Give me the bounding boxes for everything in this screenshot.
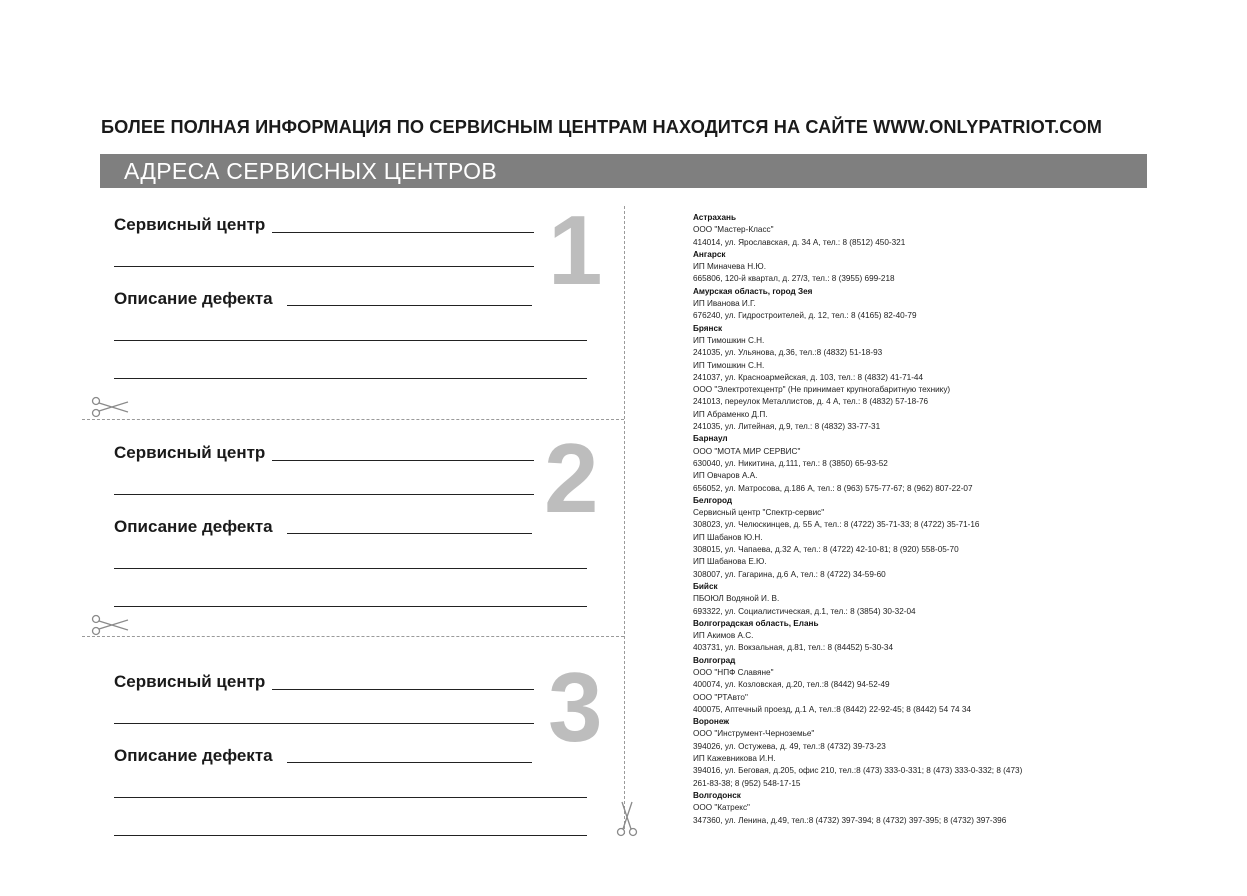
warranty-coupon-3 <box>114 652 603 863</box>
defect-input-line-3[interactable] <box>114 378 587 379</box>
service-center-label: Сервисный центр <box>114 443 266 462</box>
page-headline: БОЛЕЕ ПОЛНАЯ ИНФОРМАЦИЯ ПО СЕРВИСНЫМ ЦЕНТРАМ НАХОДИТСЯ НА САЙТЕ WWW.ONLYPATRIOT.COM <box>101 117 1103 137</box>
city-heading: Бийск <box>693 581 718 591</box>
address-line: ООО "Катрекс" <box>693 803 750 813</box>
address-line: 400074, ул. Козловская, д.20, тел.:8 (8442) 94-52-49 <box>693 680 890 690</box>
address-line: 676240, ул. Гидростроителей, д. 12, тел.: 8 (4165) 82-40-79 <box>693 311 917 321</box>
address-line: 656052, ул. Матросова, д.186 А, тел.: 8 (963) 575-77-67; 8 (962) 807-22-07 <box>693 483 973 493</box>
defect-input-line-2[interactable] <box>114 568 587 569</box>
city-heading: Волгодонск <box>693 790 741 800</box>
address-line: 308015, ул. Чапаева, д.32 А, тел.: 8 (4722) 42-10-81; 8 (920) 558-05-70 <box>693 545 959 555</box>
horizontal-cut-line <box>82 636 624 637</box>
defect-description-label: Описание дефекта <box>114 746 273 765</box>
city-heading: Амурская область, город Зея <box>693 286 813 296</box>
service-center-input-line[interactable] <box>272 232 534 233</box>
address-line: ООО "Инструмент-Черноземье" <box>693 729 815 739</box>
address-line: ООО "Мастер-Класс" <box>693 225 774 235</box>
service-center-input-line-2[interactable] <box>114 266 534 267</box>
service-center-input-line[interactable] <box>272 689 534 690</box>
service-center-input-line-2[interactable] <box>114 494 534 495</box>
address-line: ИП Тимошкин С.Н. <box>693 335 765 345</box>
warranty-coupon-2 <box>114 423 599 634</box>
service-center-address-list <box>693 212 1073 827</box>
vertical-cut-line <box>624 206 625 834</box>
warranty-coupon-1 <box>114 195 603 406</box>
address-line: 347360, ул. Ленина, д.49, тел.:8 (4732) 397-394; 8 (4732) 397-395; 8 (4732) 397-396 <box>693 815 1007 825</box>
city-heading: Барнаул <box>693 434 728 444</box>
address-line: 308007, ул. Гагарина, д.6 А, тел.: 8 (4722) 34-59-60 <box>693 569 886 579</box>
city-heading: Астрахань <box>693 213 737 222</box>
banner-title: АДРЕСА СЕРВИСНЫХ ЦЕНТРОВ <box>124 158 497 184</box>
service-center-input-line[interactable] <box>272 460 534 461</box>
address-line: ИП Кажевникова И.Н. <box>693 754 776 764</box>
address-line: ИП Шабанов Ю.Н. <box>693 532 763 542</box>
address-line: 241035, ул. Ульянова, д.36, тел.:8 (4832) 51-18-93 <box>693 348 883 358</box>
address-line: 241037, ул. Красноармейская, д. 103, тел.: 8 (4832) 41-71-44 <box>693 372 924 382</box>
address-line: ИП Шабанова Е.Ю. <box>693 557 767 567</box>
address-line: 400075, Аптечный проезд, д.1 А, тел.:8 (8442) 22-92-45; 8 (8442) 54 74 34 <box>693 704 971 714</box>
city-heading: Воронеж <box>693 717 730 727</box>
city-heading: Брянск <box>693 323 723 333</box>
address-line: ООО "МОТА МИР СЕРВИС" <box>693 446 801 456</box>
address-line: 630040, ул. Никитина, д.111, тел.: 8 (3850) 65-93-52 <box>693 458 888 468</box>
address-line: 241035, ул. Литейная, д.9, тел.: 8 (4832) 33-77-31 <box>693 422 881 432</box>
service-center-input-line-2[interactable] <box>114 723 534 724</box>
address-line: ИП Иванова И.Г. <box>693 299 756 309</box>
defect-input-line[interactable] <box>287 305 532 306</box>
service-center-label: Сервисный центр <box>114 672 266 691</box>
coupon-number: 2 <box>544 423 599 533</box>
defect-input-line-3[interactable] <box>114 835 587 836</box>
address-line: ООО "РТАвто" <box>693 692 748 702</box>
address-line: ООО "Электротехцентр" (Не принимает крупногабаритную технику) <box>693 385 951 395</box>
address-line: ПБОЮЛ Водяной И. В. <box>693 594 780 604</box>
horizontal-cut-line <box>82 419 624 420</box>
address-line: 394016, ул. Беговая, д.205, офис 210, тел.:8 (473) 333-0-331; 8 (473) 333-0-332; 8 (473) <box>693 766 1023 776</box>
scissors-icon <box>616 800 638 838</box>
defect-description-label: Описание дефекта <box>114 289 273 308</box>
address-line: ООО "НПФ Славяне" <box>693 667 774 677</box>
coupon-number: 1 <box>548 195 603 305</box>
address-line: ИП Абраменко Д.П. <box>693 409 768 419</box>
defect-input-line-2[interactable] <box>114 340 587 341</box>
address-line: Сервисный центр "Спектр-сервис" <box>693 508 825 518</box>
city-heading: Волгоград <box>693 655 736 665</box>
address-line: ИП Акимов А.С. <box>693 631 754 641</box>
defect-input-line[interactable] <box>287 533 532 534</box>
section-banner <box>100 154 1147 188</box>
defect-input-line-2[interactable] <box>114 797 587 798</box>
city-heading: Волгоградская область, Елань <box>693 618 819 628</box>
coupon-number: 3 <box>548 652 603 762</box>
address-line: 693322, ул. Социалистическая, д.1, тел.: 8 (3854) 30-32-04 <box>693 606 916 616</box>
service-center-label: Сервисный центр <box>114 215 266 234</box>
defect-description-label: Описание дефекта <box>114 517 273 536</box>
address-line: 394026, ул. Остужева, д. 49, тел.:8 (4732) 39-73-23 <box>693 741 886 751</box>
address-line: 414014, ул. Ярославская, д. 34 А, тел.: 8 (8512) 450-321 <box>693 237 906 247</box>
city-heading: Ангарск <box>693 249 726 259</box>
address-line: 261-83-38; 8 (952) 548-17-15 <box>693 778 801 788</box>
address-line: ИП Миначева Н.Ю. <box>693 262 766 272</box>
defect-input-line-3[interactable] <box>114 606 587 607</box>
address-line: 241013, переулок Металлистов, д. 4 А, тел.: 8 (4832) 57-18-76 <box>693 397 929 407</box>
address-line: ИП Овчаров А.А. <box>693 471 758 481</box>
address-line: ИП Тимошкин С.Н. <box>693 360 765 370</box>
address-line: 308023, ул. Челюскинцев, д. 55 А, тел.: 8 (4722) 35-71-33; 8 (4722) 35-71-16 <box>693 520 980 530</box>
address-line: 665806, 120-й квартал, д. 27/3, тел.: 8 (3955) 699-218 <box>693 274 895 284</box>
city-heading: Белгород <box>693 495 733 505</box>
defect-input-line[interactable] <box>287 762 532 763</box>
address-line: 403731, ул. Вокзальная, д.81, тел.: 8 (84452) 5-30-34 <box>693 643 894 653</box>
